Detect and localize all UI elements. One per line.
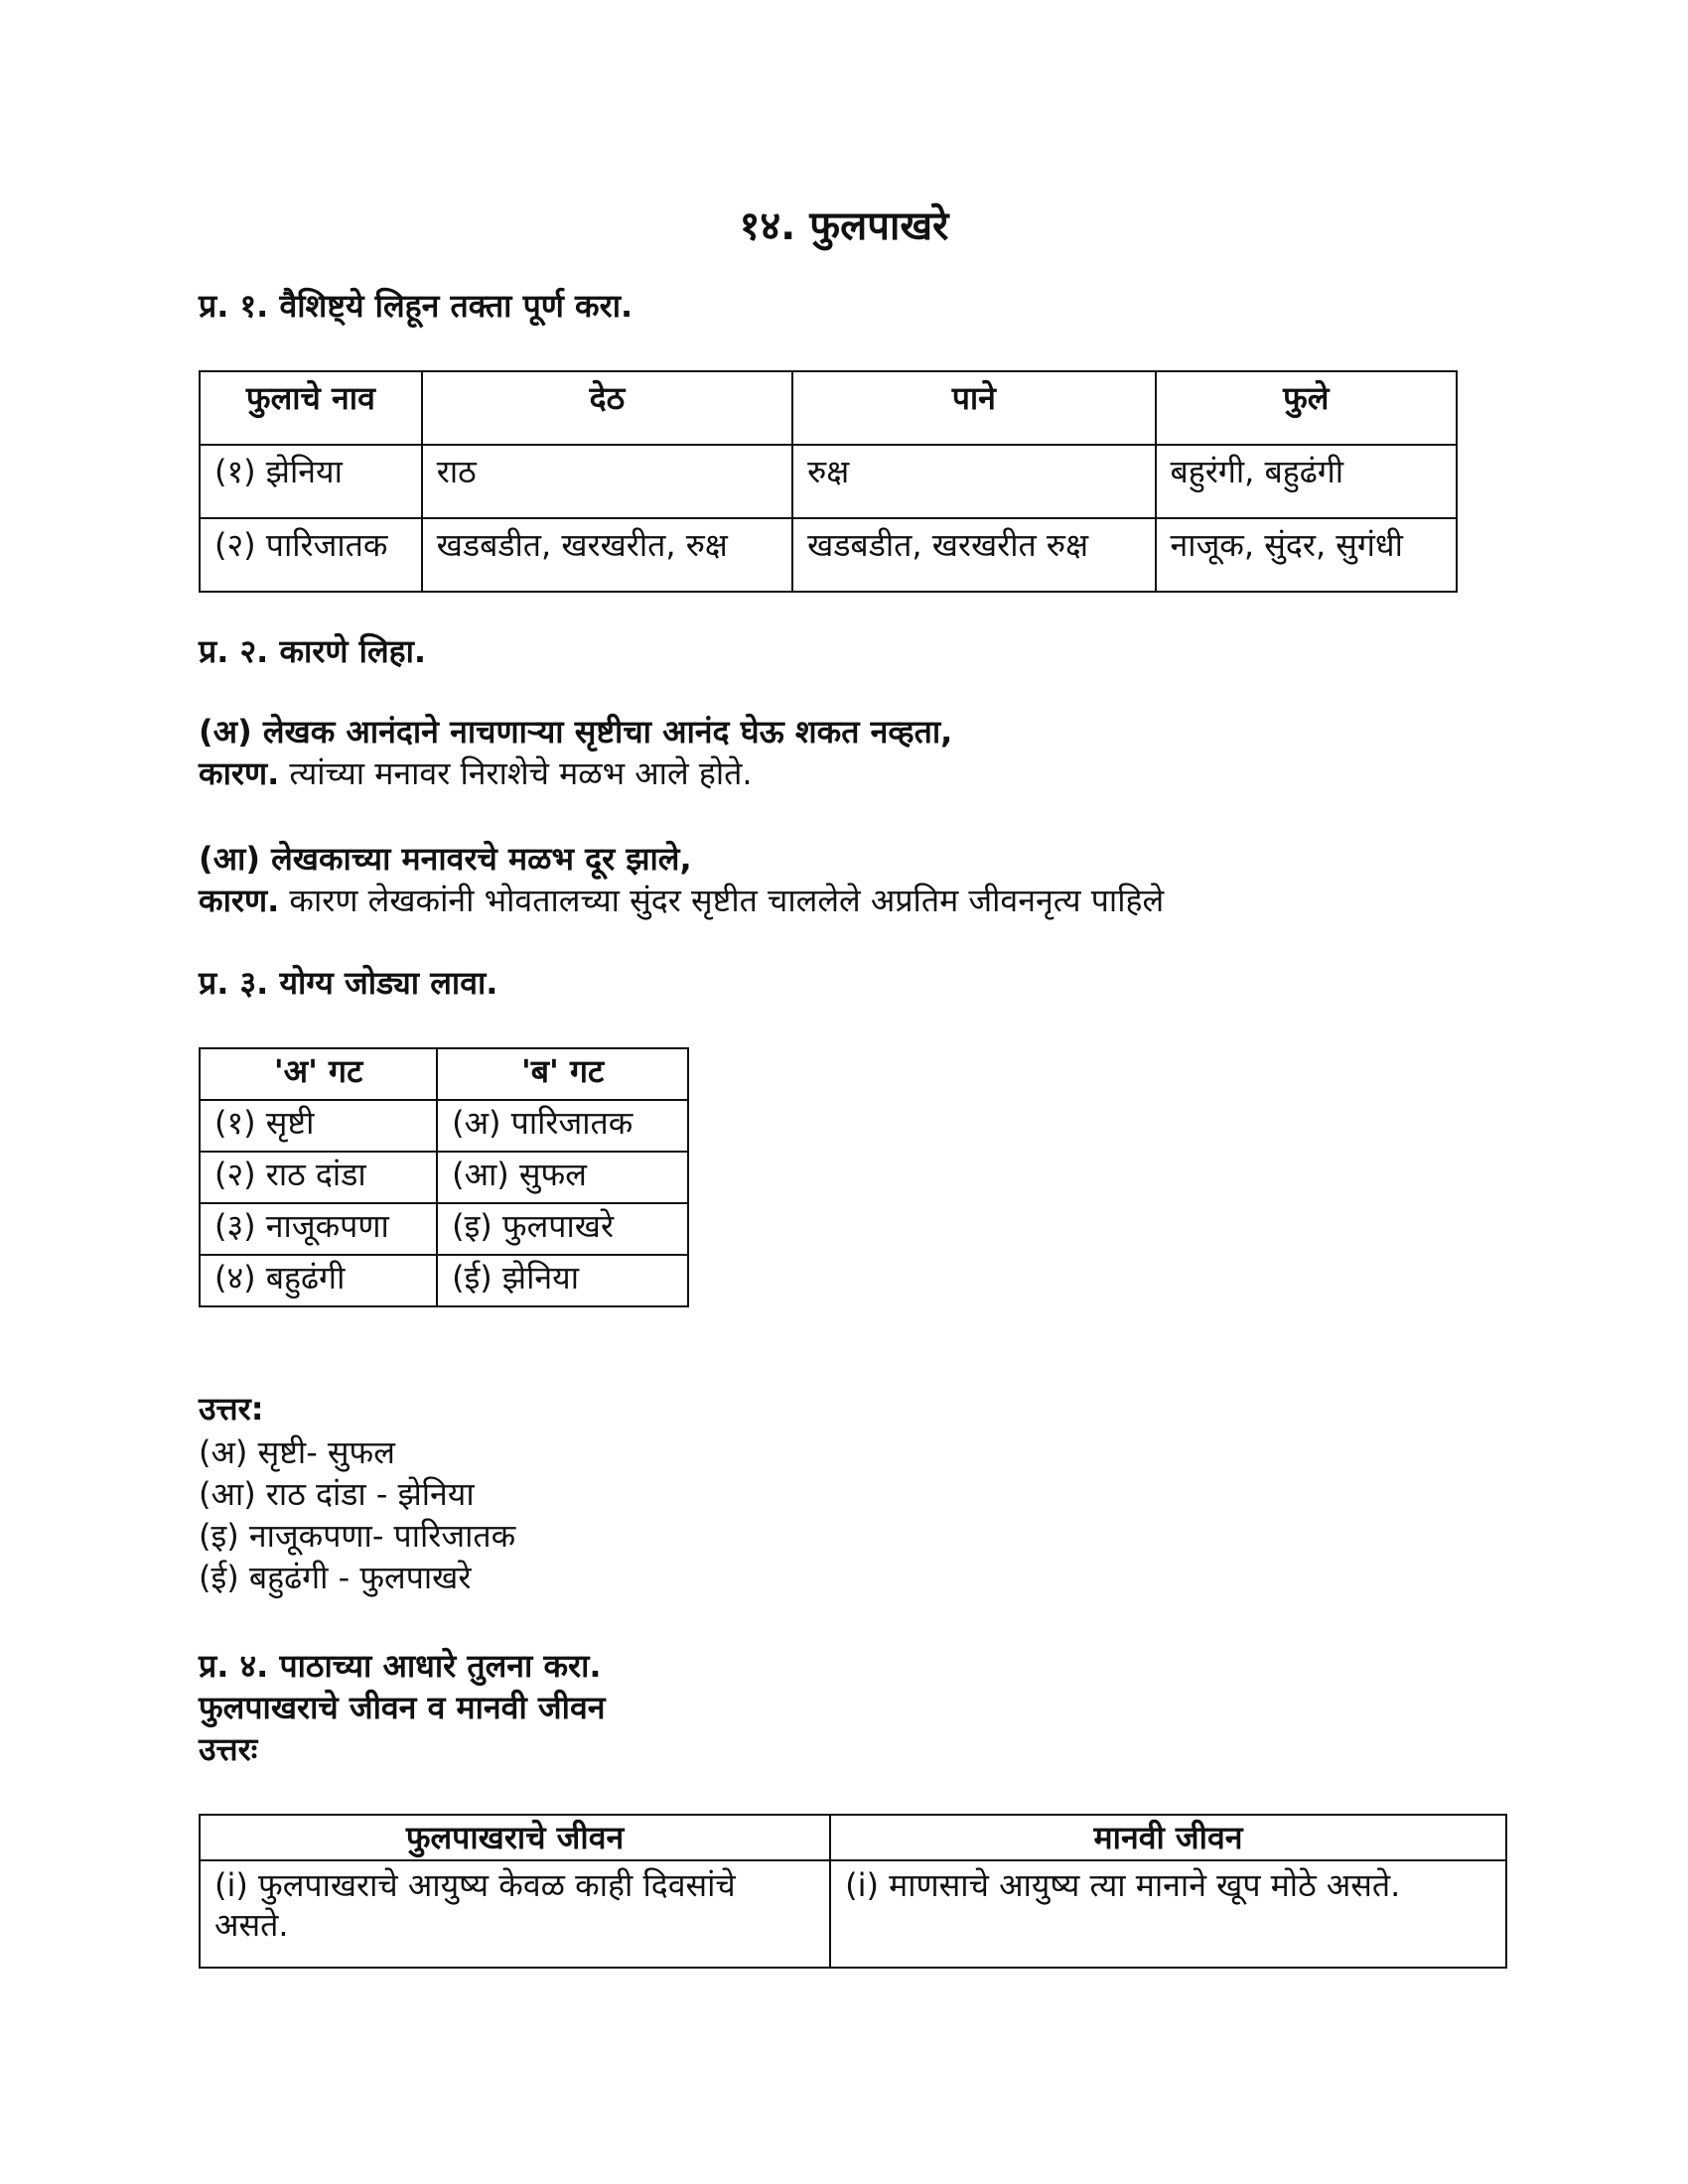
comparison-table: [199, 1814, 1507, 1969]
table-header-cell: पाने: [792, 371, 1155, 445]
table-row: [200, 518, 1457, 592]
table-cell: (३) नाजूकपणा: [200, 1203, 437, 1255]
table-header-row: [200, 1048, 688, 1100]
question-3-heading: प्र. ३. योग्य जोड्या लावा.: [199, 964, 498, 1002]
table-cell: (i) फुलपाखराचे आयुष्य केवळ काही दिवसांचे असते.: [200, 1860, 830, 1968]
table-cell: रुक्ष: [792, 445, 1155, 518]
list-item: (ई) बहुढंगी - फुलपाखरे: [199, 1559, 472, 1596]
table-row: [200, 1255, 688, 1306]
answer-label: उत्तर:: [199, 1390, 264, 1428]
table-row: [200, 445, 1457, 518]
list-item: (अ) सृष्टी- सुफल: [199, 1433, 395, 1471]
table-cell: बहुरंगी, बहुढंगी: [1156, 445, 1457, 518]
question-1-heading: प्र. १. वैशिष्ट्ये लिहून तक्ता पूर्ण करा.: [199, 287, 633, 325]
answer-label: उत्तरः: [199, 1730, 258, 1768]
reason-label: कारण.: [199, 882, 280, 919]
reason-block-a: [199, 711, 952, 794]
reason-text: त्यांच्या मनावर निराशेचे मळभ आले होते.: [279, 754, 753, 792]
table-cell: (आ) सुफल: [437, 1152, 688, 1203]
table-header-cell: फुलपाखराचे जीवन: [200, 1815, 830, 1860]
table-header-row: [200, 371, 1457, 445]
question-4-subheading: फुलपाखराचे जीवन व मानवी जीवन: [199, 1689, 606, 1726]
table-header-cell: 'अ' गट: [200, 1048, 437, 1100]
reason-block-b: [199, 838, 1164, 921]
table-cell: (२) राठ दांडा: [200, 1152, 437, 1203]
table-cell: खडबडीत, खरखरीत रुक्ष: [792, 518, 1155, 592]
table-header-cell: 'ब' गट: [437, 1048, 688, 1100]
table-cell: (१) झेनिया: [200, 445, 422, 518]
reason-answer-b: [199, 880, 1164, 921]
table-header-cell: मानवी जीवन: [830, 1815, 1506, 1860]
table-header-cell: फुले: [1156, 371, 1457, 445]
reason-statement-b: (आ) लेखकाच्या मनावरचे मळभ दूर झाले,: [199, 840, 692, 878]
table-cell: नाजूक, सुंदर, सुगंधी: [1156, 518, 1457, 592]
table-cell: (४) बहुढंगी: [200, 1255, 437, 1306]
table-cell: (२) पारिजातक: [200, 518, 422, 592]
table-row: [200, 1860, 1506, 1968]
list-item: (आ) राठ दांडा - झेनिया: [199, 1475, 475, 1513]
reason-label: कारण.: [199, 754, 280, 792]
table-cell: खडबडीत, खरखरीत, रुक्ष: [422, 518, 792, 592]
question-4-heading: प्र. ४. पाठाच्या आधारे तुलना करा.: [199, 1647, 602, 1685]
table-cell: राठ: [422, 445, 792, 518]
table-row: [200, 1100, 688, 1152]
question-2-heading: प्र. २. कारणे लिहा.: [199, 632, 427, 670]
table-cell: (i) माणसाचे आयुष्य त्या मानाने खूप मोठे असते.: [830, 1860, 1506, 1968]
table-header-cell: फुलाचे नाव: [200, 371, 422, 445]
reason-answer-a: [199, 752, 952, 794]
table-cell: (इ) फुलपाखरे: [437, 1203, 688, 1255]
match-pairs-table: [199, 1047, 689, 1307]
table-row: [200, 1203, 688, 1255]
table-header-row: [200, 1815, 1506, 1860]
table-row: [200, 1152, 688, 1203]
reason-statement-a: (अ) लेखक आनंदाने नाचणाऱ्या सृष्टीचा आनंद घेऊ शकत नव्हता,: [199, 713, 953, 751]
list-item: (इ) नाजूकपणा- पारिजातक: [199, 1517, 516, 1555]
page-title: १४. फुलपाखरे: [739, 204, 949, 249]
reason-text: कारण लेखकांनी भोवतालच्या सुंदर सृष्टीत चाललेले अप्रतिम जीवननृत्य पाहिले: [279, 882, 1165, 919]
table-cell: (अ) पारिजातक: [437, 1100, 688, 1152]
answer-list: [199, 1432, 515, 1598]
table-header-cell: देठ: [422, 371, 792, 445]
table-cell: (१) सृष्टी: [200, 1100, 437, 1152]
features-table: [199, 370, 1458, 593]
table-cell: (ई) झेनिया: [437, 1255, 688, 1306]
